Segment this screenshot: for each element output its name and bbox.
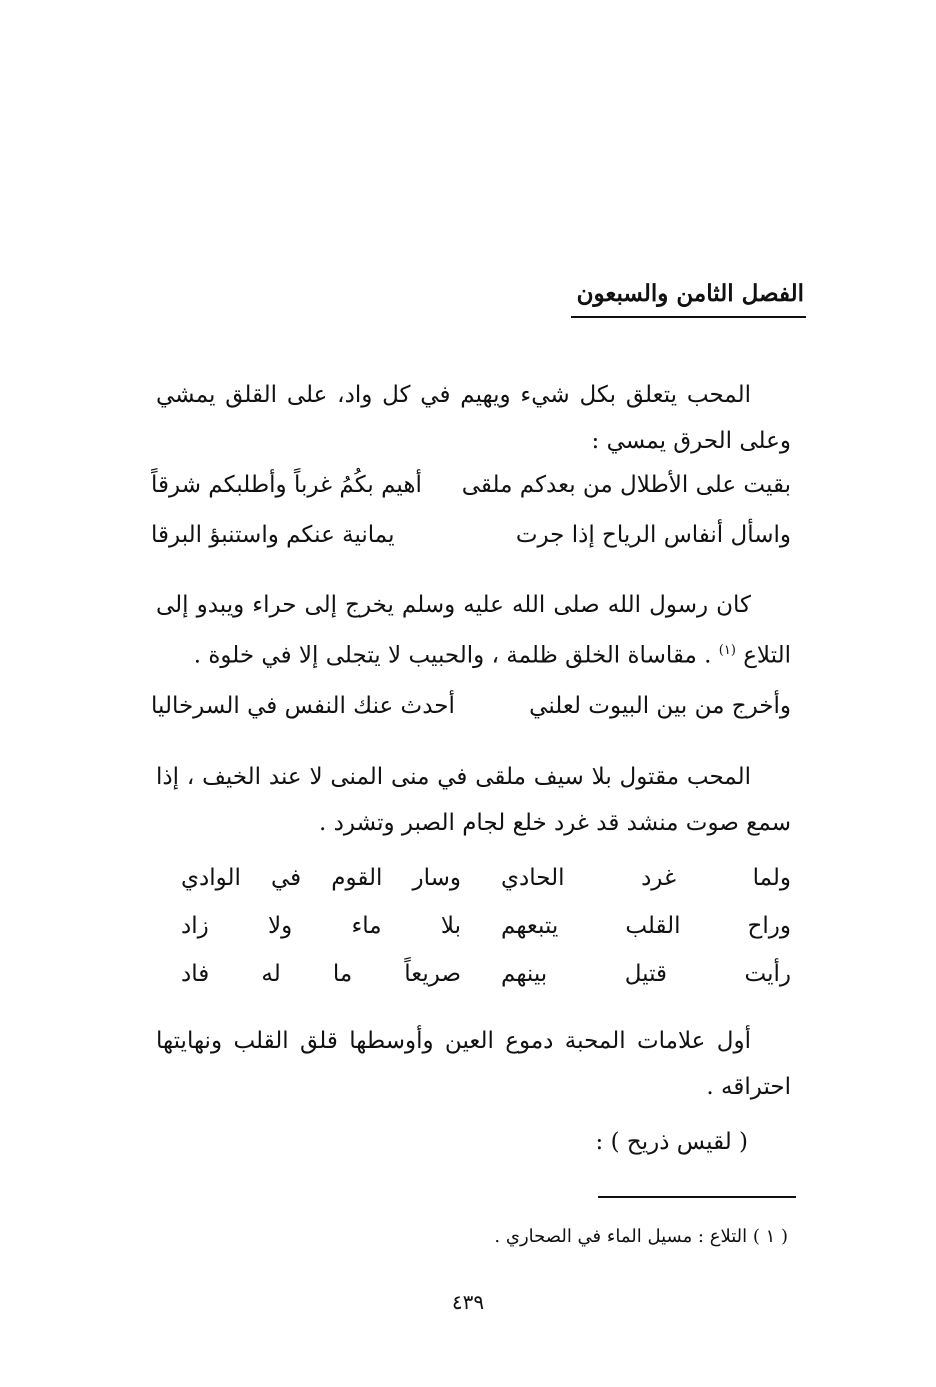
- verse-word: القوم: [331, 865, 383, 891]
- verse-first-hemistich: بقيت على الأطلال من بعدكم ملقى: [461, 472, 791, 498]
- verse-first-hemistich: [501, 906, 791, 946]
- title-underline: [571, 316, 806, 318]
- chapter-title: الفصل الثامن والسبعون: [576, 280, 804, 307]
- spread-text: [501, 954, 791, 994]
- paragraph-text: المحب يتعلق بكل شيء ويهيم في كل واد، على القلق يمشي وعلى الحرق يمسي :: [156, 382, 791, 454]
- spread-text: [181, 858, 461, 898]
- verse-first-hemistich: [501, 954, 791, 994]
- paragraph-text: أول علامات المحبة دموع العين وأوسطها قلق القلب ونهايتها احتراقه .: [156, 1028, 791, 1100]
- verse-word: في: [271, 865, 302, 891]
- verse-line: [151, 906, 791, 946]
- verse-word: الوادي: [181, 865, 241, 891]
- verse-word: غرد: [641, 865, 677, 891]
- spread-text: [501, 858, 791, 898]
- verse-second-hemistich: [181, 858, 461, 898]
- verse-line: [151, 465, 791, 505]
- verse-line: [151, 858, 791, 898]
- verse-first-hemistich: [501, 858, 791, 898]
- verse-line: [151, 954, 791, 994]
- spread-text: [501, 906, 791, 946]
- verse-second-hemistich: [181, 906, 461, 946]
- verse-word: ما: [332, 961, 353, 987]
- verse-word: بلا: [440, 913, 461, 939]
- verse-word: ماء: [351, 913, 382, 939]
- paragraph-1: [156, 372, 791, 464]
- verse-word: ولا: [268, 913, 293, 939]
- verse-first-hemistich: واسأل أنفاس الرياح إذا جرت: [515, 522, 791, 548]
- paragraph-text: . مقاساة الخلق ظلمة ، والحبيب لا يتجلى إلا في خلوة .: [193, 642, 712, 669]
- verse-word: وسار: [412, 865, 461, 891]
- verse-word: زاد: [181, 913, 209, 939]
- verse-word: له: [261, 961, 281, 987]
- verse-line: [151, 686, 791, 726]
- verse-word: فاد: [181, 961, 210, 987]
- verse-word: وراح: [747, 913, 791, 939]
- verse-word: صريعاً: [404, 961, 461, 987]
- verse-word: ولما: [752, 865, 791, 891]
- verse-word: الحادي: [501, 865, 565, 891]
- spread-text: [181, 954, 461, 994]
- verse-word: القلب: [625, 913, 681, 939]
- footnote: ( ١ ) التلاع : مسيل الماء في الصحاري .: [494, 1226, 788, 1247]
- footnote-reference[interactable]: (١): [718, 643, 736, 658]
- verse-second-hemistich: أهيم بكُمُ غرباً وأطلبكم شرقاً: [151, 472, 422, 498]
- paragraph-text: المحب مقتول بلا سيف ملقى في منى المنى لا عند الخيف ، إذا سمع صوت منشد قد غرد خلع لجام الصبر وتشرد .: [156, 764, 791, 836]
- verse-second-hemistich: أحدث عنك النفس في السرخاليا: [151, 693, 455, 719]
- footnote-separator: [598, 1196, 796, 1198]
- paragraph-2: [156, 582, 791, 679]
- paragraph-4: [156, 1018, 791, 1110]
- verse-second-hemistich: [181, 954, 461, 994]
- verse-word: بينهم: [501, 961, 548, 987]
- paragraph-3: [156, 754, 791, 846]
- verse-first-hemistich: وأخرج من بين البيوت لعلني: [529, 693, 791, 719]
- verse-word: قتيل: [624, 961, 668, 987]
- poet-attribution: ( لقيس ذريح ) :: [595, 1129, 748, 1155]
- page-number: ٤٣٩: [451, 1290, 485, 1314]
- paragraph-text: كان رسول الله صلى الله عليه وسلم يخرج إلى حراء ويبدو إلى التلاع: [156, 592, 791, 669]
- verse-word: رأيت: [744, 961, 791, 987]
- verse-second-hemistich: يمانية عنكم واستنبؤ البرقا: [151, 522, 395, 548]
- verse-line: [151, 515, 791, 555]
- verse-word: يتبعهم: [501, 913, 559, 939]
- spread-text: [181, 906, 461, 946]
